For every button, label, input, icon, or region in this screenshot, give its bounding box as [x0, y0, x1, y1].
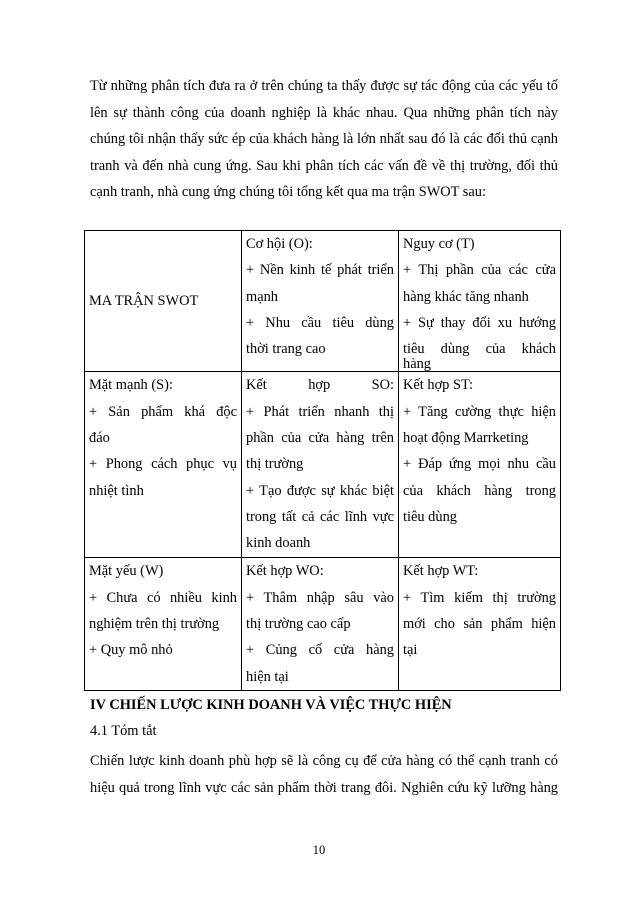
cell-line: Kết hợp ST:: [403, 377, 474, 394]
cell-line: Kết hợp WO:: [246, 563, 324, 580]
body-paragraph: [90, 748, 558, 801]
cell-line: + Củng cố cửa hàng: [246, 642, 394, 659]
cell-line: hàng khác tăng nhanh: [403, 288, 529, 305]
cell-line: Mặt yếu (W): [89, 563, 164, 580]
opportunities-cell: [242, 231, 399, 372]
cell-line: Nguy cơ (T): [403, 236, 475, 252]
st-strategy-cell: [399, 372, 561, 558]
cell-line: đáo: [89, 430, 110, 447]
intro-line: chúng tôi nhận thấy sức ép của khách hàng là lớn nhất sau đó là các đối thủ cạnh: [90, 131, 558, 147]
cell-line: nghiệm trên thị trường: [89, 616, 220, 633]
cell-line: hàng: [403, 358, 431, 372]
swot-matrix-table: [84, 230, 561, 691]
body-line: hiệu quả trong lĩnh vực các sản phẩm thời trang đôi. Nghiên cứu kỹ lưỡng hàng: [90, 779, 558, 796]
swot-corner-label: MA TRẬN SWOT: [89, 293, 199, 310]
body-line: Chiến lược kinh doanh phù hợp sẽ là công cụ để cửa hàng có thể cạnh tranh có: [90, 753, 558, 769]
swot-corner-cell: [85, 231, 242, 372]
cell-line: tiêu dùng của khách: [403, 341, 556, 358]
cell-line: hoạt động Marrketing: [403, 430, 529, 447]
intro-paragraph: [90, 73, 558, 206]
intro-line: lên sự thành công của doanh nghiệp là khác nhau. Qua những phân tích này: [90, 104, 558, 121]
cell-line: + Nhu cầu tiêu dùng: [246, 314, 394, 331]
so-strategy-cell: [242, 372, 399, 558]
wo-strategy-cell: [242, 558, 399, 691]
strengths-cell: [85, 372, 242, 558]
wt-strategy-cell: [399, 558, 561, 691]
intro-line: tranh và đến nhà cung ứng. Sau khi phân tích các vấn đề về thị trường, đối thủ: [90, 157, 558, 174]
cell-line: Kết hợp SO:: [246, 377, 394, 394]
table-row: [85, 372, 561, 558]
cell-line: + Đáp ứng mọi nhu cầu: [403, 456, 556, 473]
cell-line: + Tăng cường thực hiện: [403, 403, 556, 420]
cell-line: + Quy mô nhỏ: [89, 642, 173, 659]
cell-line: của khách hàng trong: [403, 482, 556, 499]
intro-line: cạnh tranh, nhà cung ứng chúng tôi tổng kết qua ma trận SWOT sau:: [90, 184, 486, 200]
table-row: [85, 231, 561, 372]
cell-line: hiện tại: [246, 668, 289, 685]
cell-line: + Phong cách phục vụ: [89, 456, 237, 473]
cell-line: + Nền kinh tế phát triển: [246, 262, 394, 279]
table-row: [85, 558, 561, 691]
section-heading: IV CHIẾN LƯỢC KINH DOANH VÀ VIỆC THỰC HIỆN: [90, 697, 452, 713]
cell-line: + Thâm nhập sâu vào: [246, 589, 394, 606]
cell-line: tiêu dùng: [403, 508, 457, 525]
intro-line: Từ những phân tích đưa ra ở trên chúng ta thấy được sự tác động của các yếu tố: [90, 78, 558, 94]
cell-line: + Sự thay đổi xu hướng: [403, 314, 556, 331]
subsection-title: 4.1 Tóm tắt: [90, 723, 157, 739]
cell-line: thị trường: [246, 456, 304, 473]
cell-line: thời trang cao: [246, 341, 326, 358]
cell-line: + Phát triển nhanh thị: [246, 403, 394, 420]
cell-line: + Thị phần của các cửa: [403, 262, 556, 279]
cell-line: phần của cửa hàng trên: [246, 430, 394, 447]
cell-line: + Tạo được sự khác biệt: [246, 482, 394, 499]
cell-line: mới cho sản phẩm hiện: [403, 616, 556, 633]
threats-cell: [399, 231, 561, 372]
cell-line: + Chưa có nhiều kinh: [89, 589, 237, 606]
page-number: 10: [312, 843, 326, 857]
cell-line: Mặt mạnh (S):: [89, 377, 173, 394]
cell-line: Kết hợp WT:: [403, 563, 479, 580]
cell-line: thị trường cao cấp: [246, 616, 351, 633]
cell-line: Cơ hội (O):: [246, 236, 313, 252]
cell-line: tại: [403, 642, 418, 659]
cell-line: nhiệt tình: [89, 482, 144, 499]
cell-line: + Sản phẩm khá độc: [89, 403, 237, 420]
cell-line: mạnh: [246, 288, 278, 305]
cell-line: + Tìm kiếm thị trường: [403, 589, 556, 606]
weaknesses-cell: [85, 558, 242, 691]
cell-line: trong tất cả các lĩnh vực: [246, 508, 394, 525]
cell-line: kinh doanh: [246, 535, 311, 552]
